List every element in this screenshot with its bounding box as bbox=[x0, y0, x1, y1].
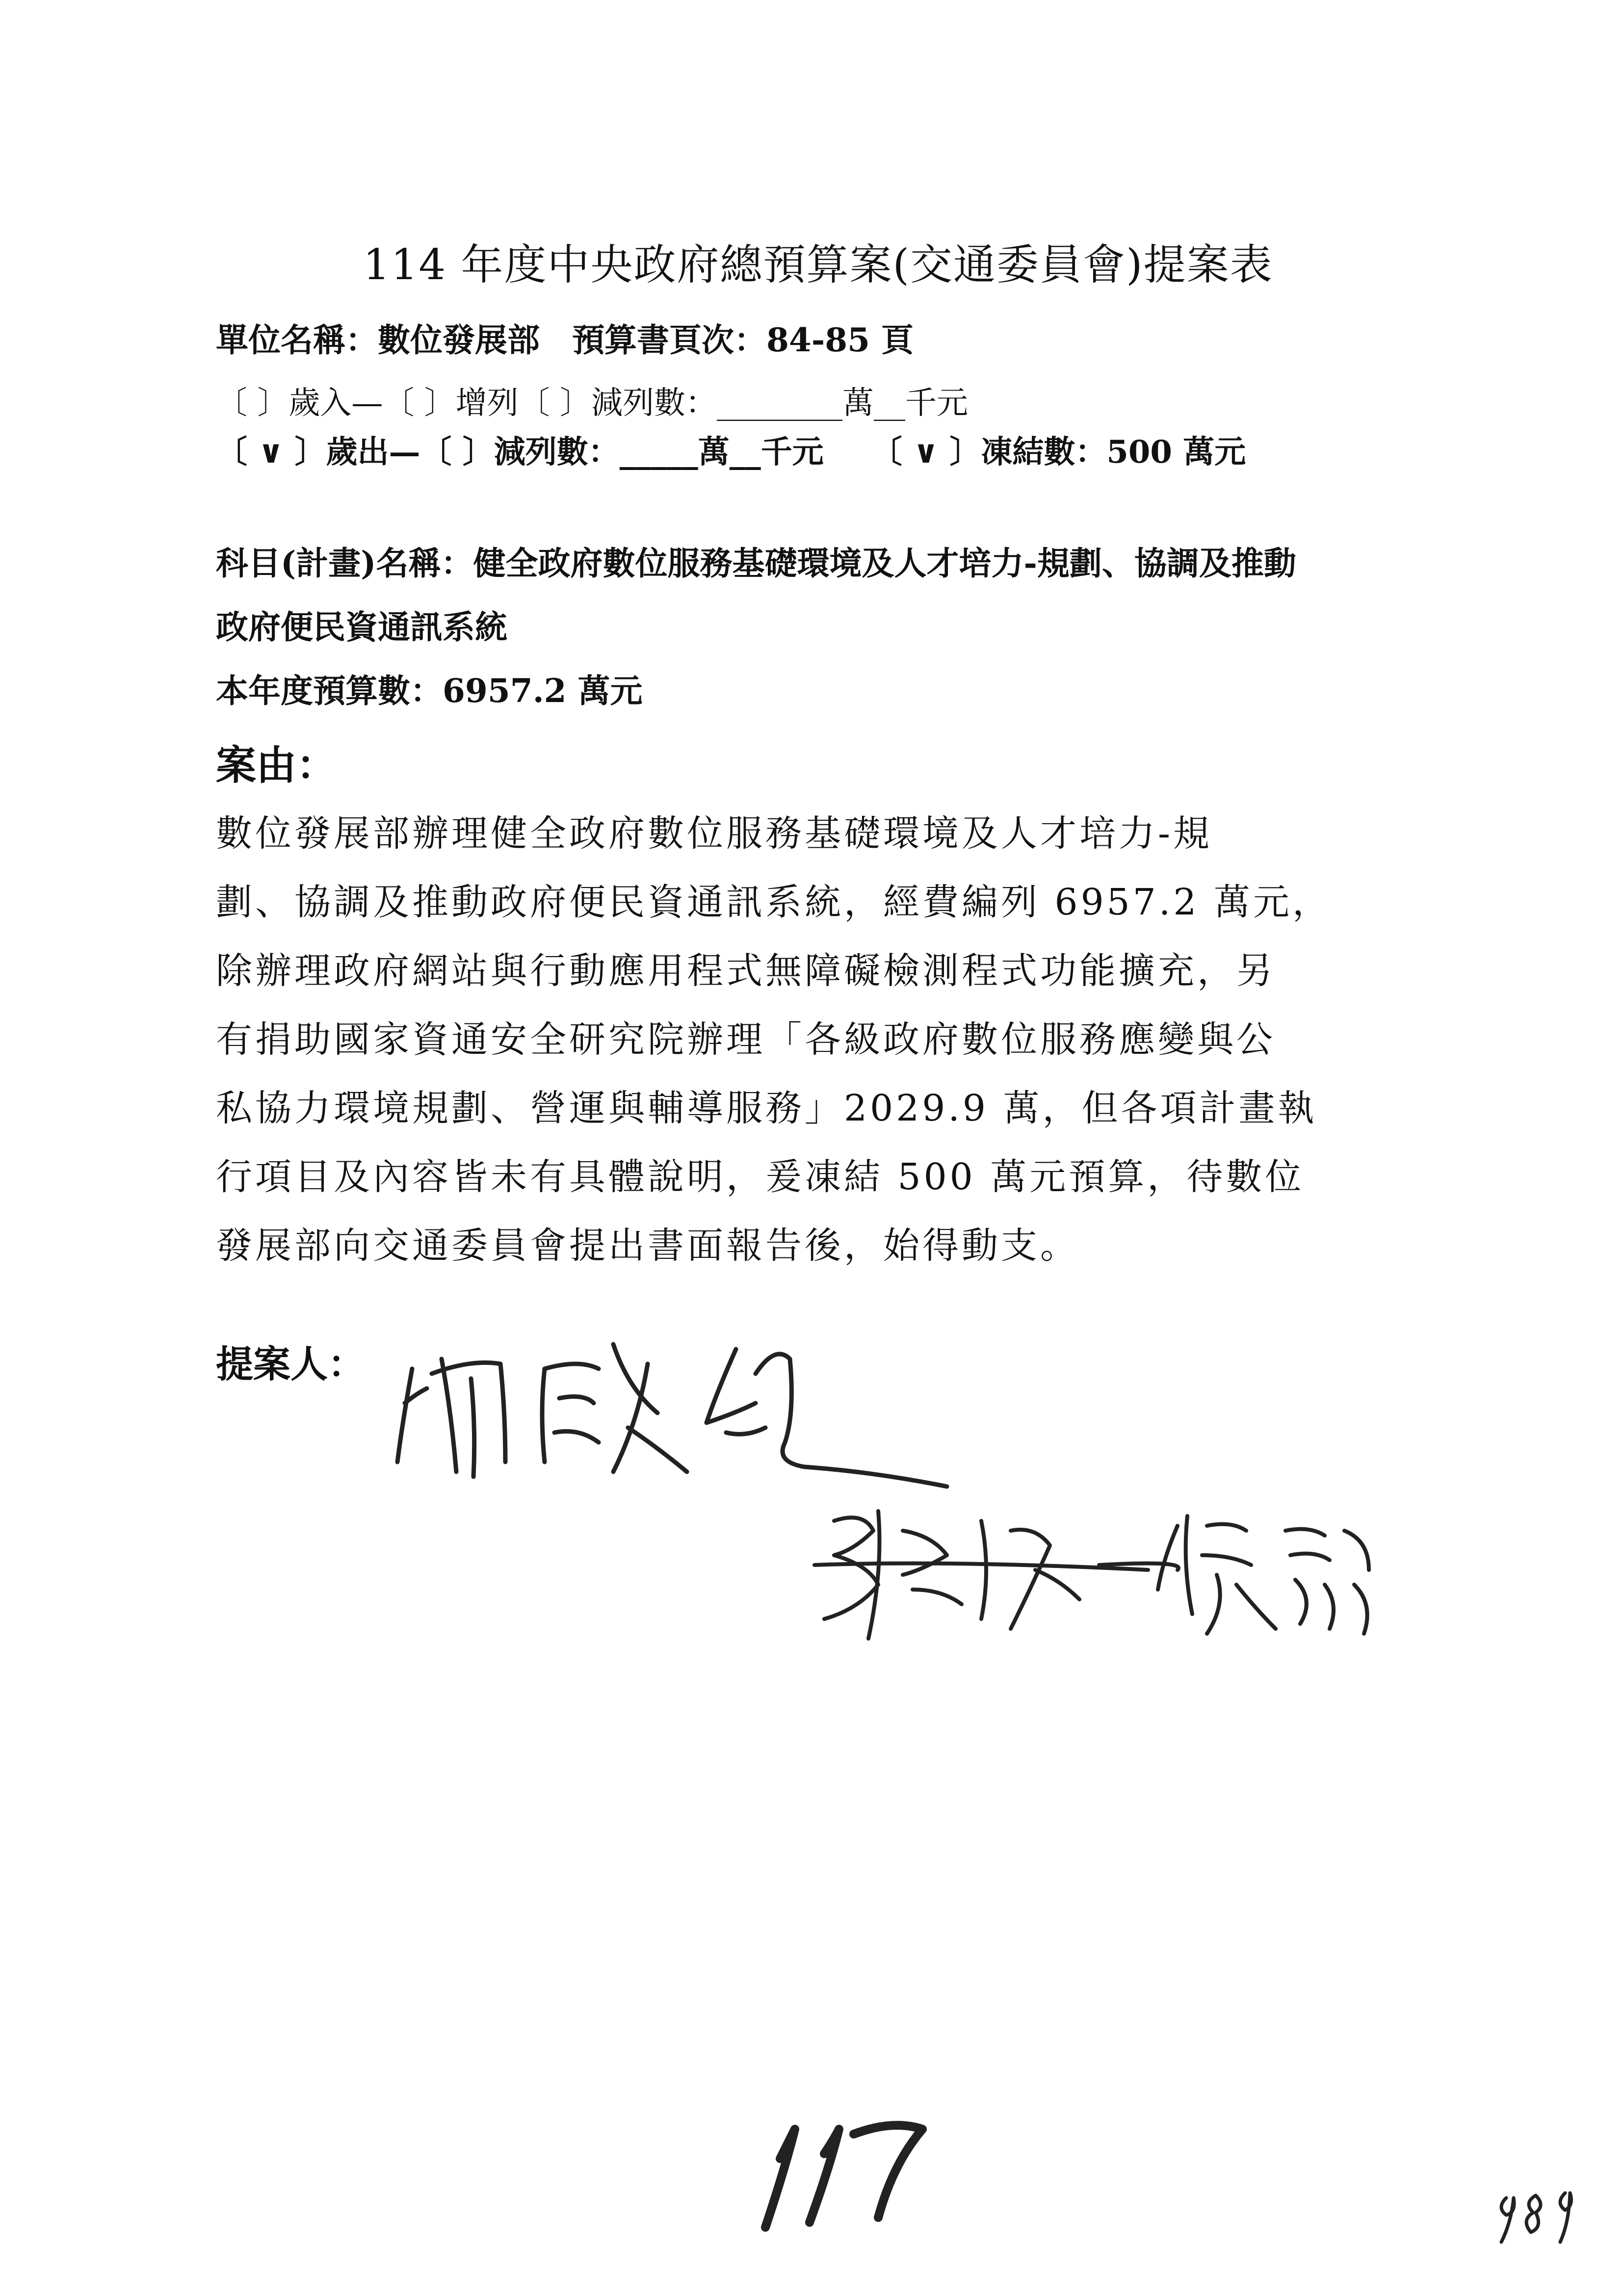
reason-line: 有捐助國家資通安全研究院辦理「各級政府數位服務應變與公 bbox=[216, 1018, 1276, 1061]
expense-line: 〔 ∨ 〕歲出—〔 〕減列數：_____萬__千元 〔 ∨ 〕凍結數：500 萬元 bbox=[216, 434, 1246, 470]
signature-he-xinchun bbox=[383, 1315, 971, 1521]
page-title: 114 年度中央政府總預算案(交通委員會)提案表 bbox=[363, 240, 1273, 289]
reason-line: 發展部向交通委員會提出書面報告後，始得動支。 bbox=[216, 1225, 1079, 1267]
reason-heading: 案由： bbox=[216, 742, 337, 789]
corner-number bbox=[1487, 2178, 1585, 2252]
reason-line: 行項目及內容皆未有具體說明，爰凍結 500 萬元預算，待數位 bbox=[216, 1156, 1305, 1198]
reason-line: 劃、協調及推動政府便民資通訊系統，經費編列 6957.2 萬元， bbox=[216, 881, 1332, 923]
subject-line-1: 科目(計畫)名稱：健全政府數位服務基礎環境及人才培力-規劃、協調及推動 bbox=[216, 544, 1296, 582]
revenue-line: 〔 〕歲入—〔 〕增列〔 〕減列數：________萬__千元 bbox=[216, 385, 969, 421]
subject-line-2: 政府便民資通訊系統 bbox=[216, 608, 507, 646]
unit-line: 單位名稱：數位發展部 預算書頁次：84-85 頁 bbox=[216, 321, 914, 359]
reason-line: 數位發展部辦理健全政府數位服務基礎環境及人才培力-規 bbox=[216, 812, 1213, 855]
reason-line: 私協力環境規劃、營運與輔導服務」2029.9 萬，但各項計畫執 bbox=[216, 1087, 1317, 1129]
reason-line: 除辦理政府網站與行動應用程式無障礙檢測程式功能擴充，另 bbox=[216, 950, 1276, 992]
handwritten-page-number bbox=[746, 2100, 952, 2247]
budget-line: 本年度預算數：6957.2 萬元 bbox=[216, 672, 643, 710]
signature-zhang-qikai-xu-fugui bbox=[805, 1491, 1384, 1658]
proposer-label: 提案人： bbox=[216, 1342, 365, 1386]
